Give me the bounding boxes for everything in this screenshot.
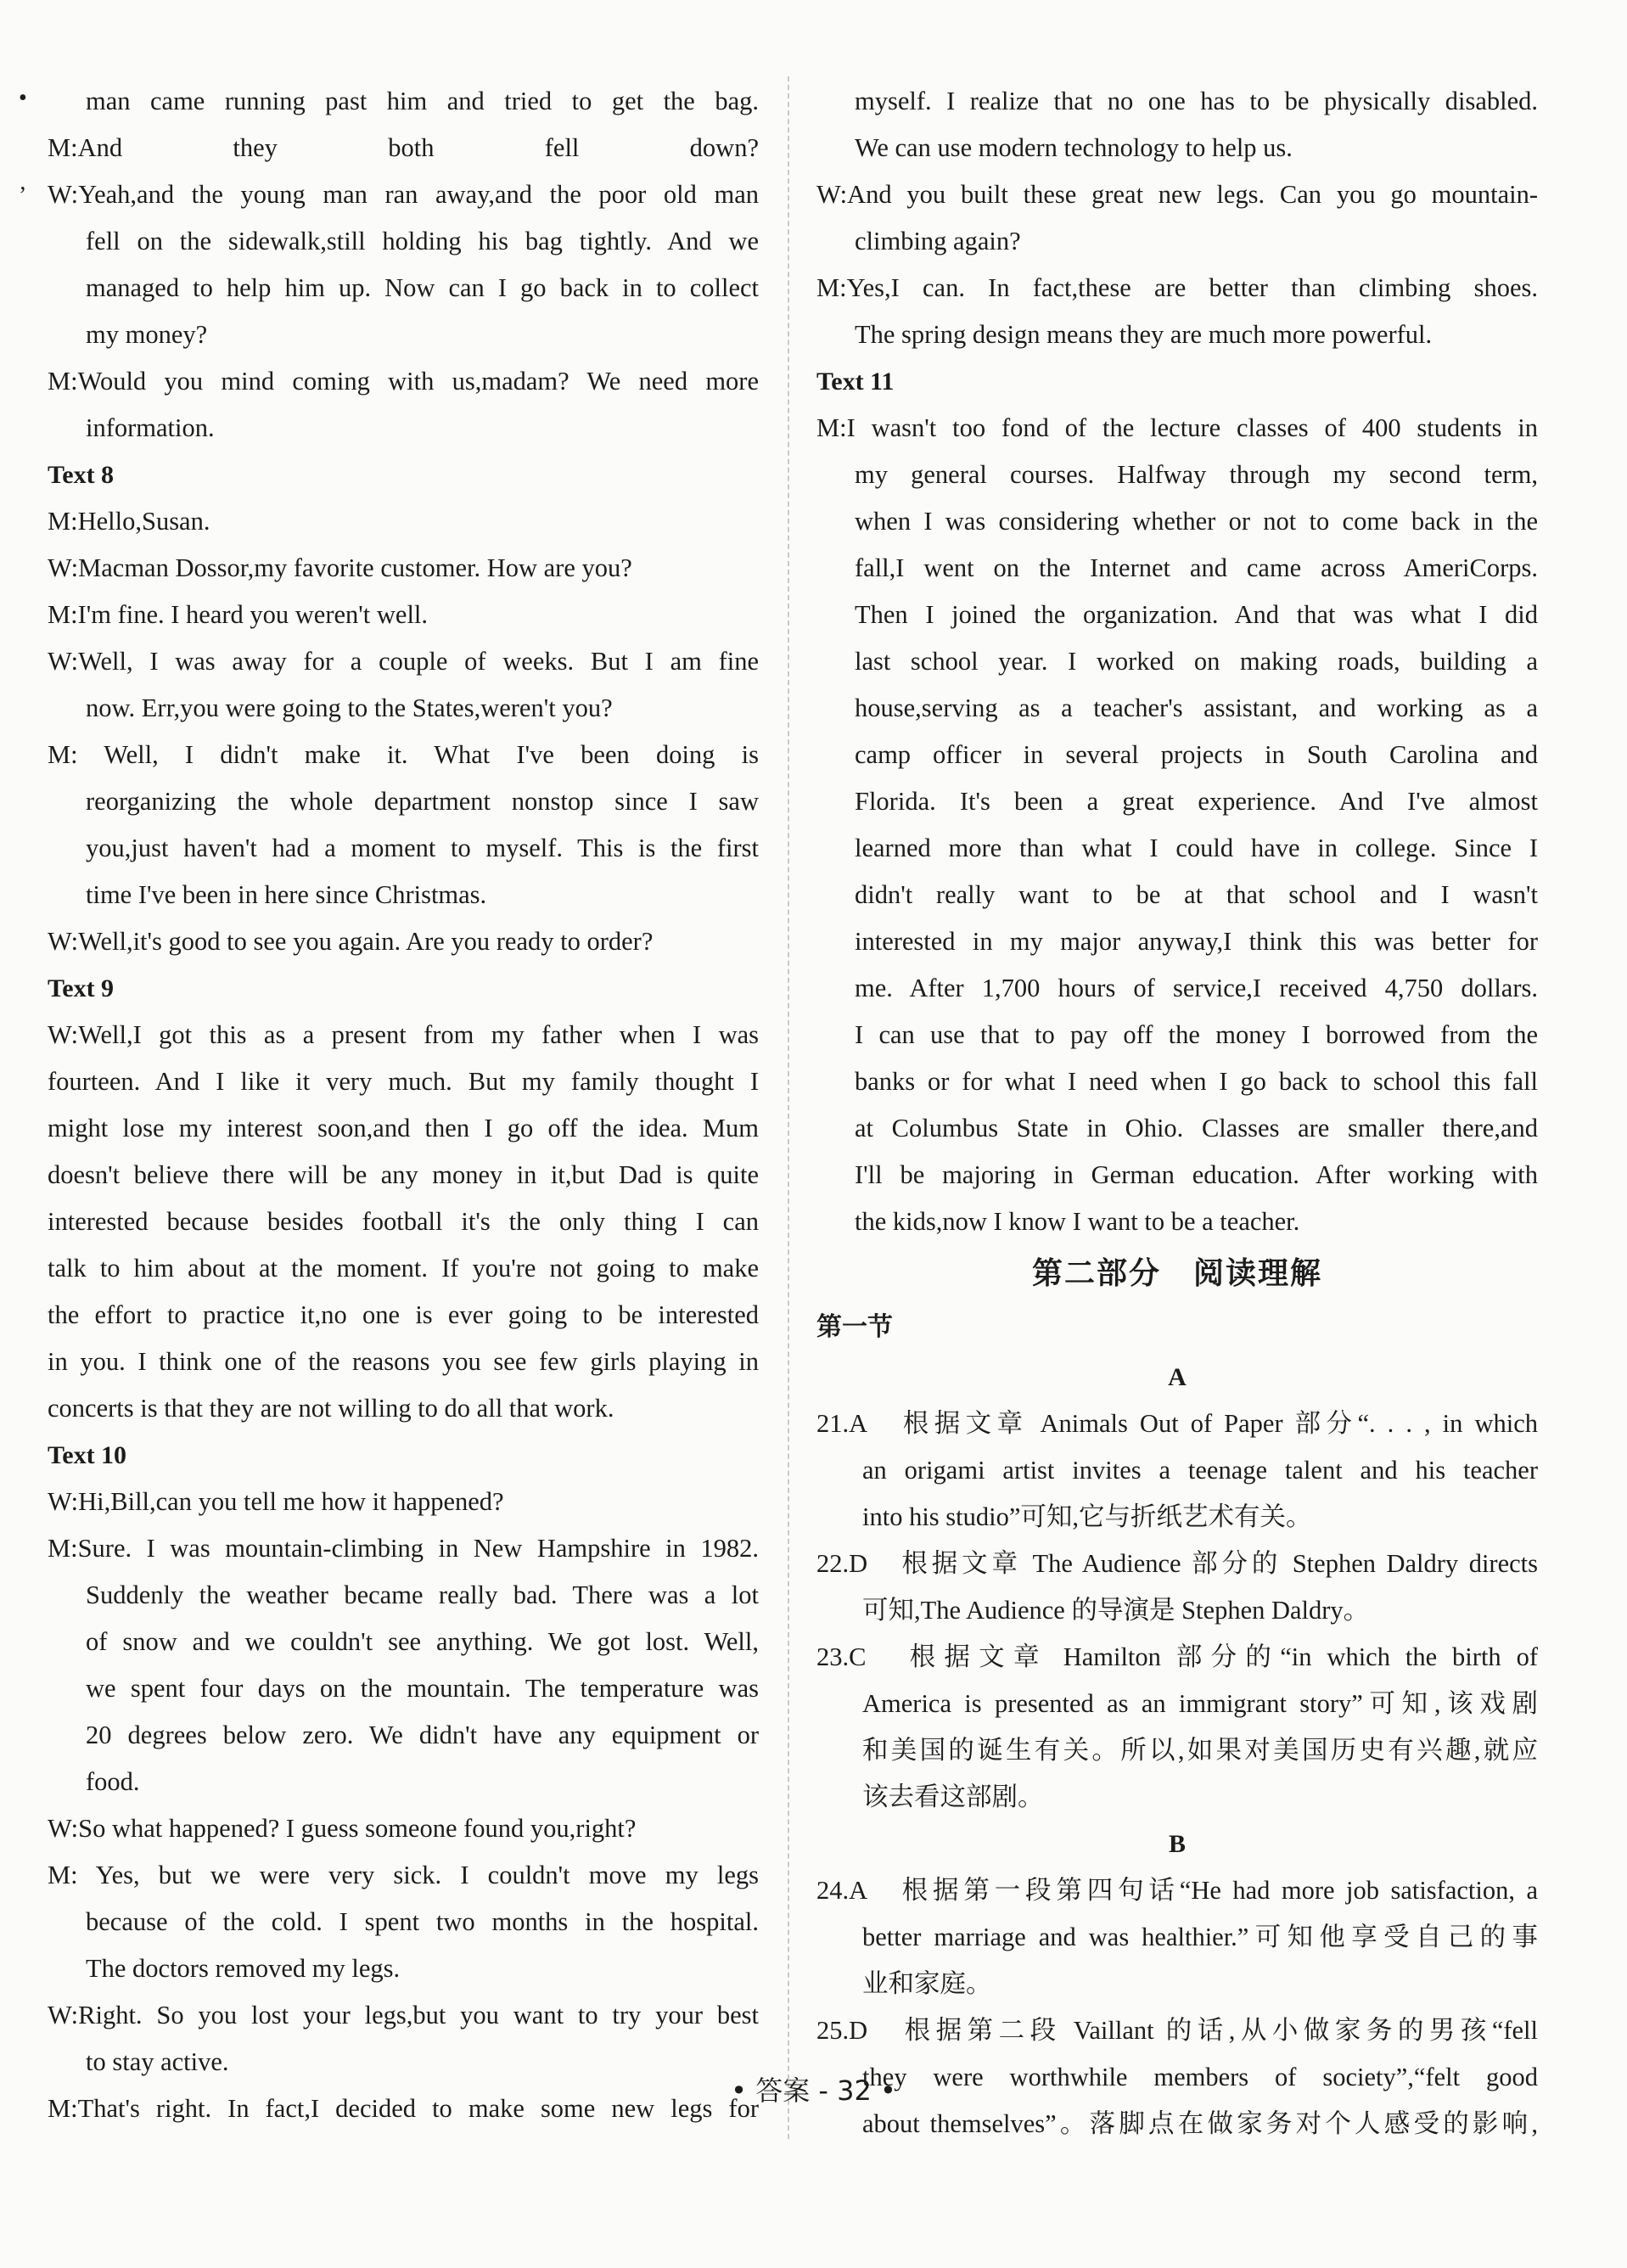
dialogue-line: man came running past him and tried to get the bag. bbox=[86, 87, 759, 115]
dialogue-line: when I was considering whether or not to come back in the bbox=[855, 507, 1538, 536]
dialogue-line: information. bbox=[86, 413, 215, 442]
dialogue-line: M:Yes,I can. In fact,these are better than climbing shoes. bbox=[816, 273, 1538, 302]
dialogue-line: myself. I realize that no one has to be physically disabled. bbox=[855, 87, 1538, 115]
dialogue-line: time I've been in here since Christmas. bbox=[86, 880, 487, 909]
dialogue-line: of snow and we couldn't see anything. We got lost. Well, bbox=[86, 1627, 759, 1656]
dialogue-line: because of the cold. I spent two months in the hospital. bbox=[86, 1907, 759, 1936]
dialogue-line: the effort to practice it,no one is ever going to be interested bbox=[48, 1300, 759, 1329]
dialogue-line: you,just haven't had a moment to myself. This is the first bbox=[86, 834, 759, 862]
dialogue-line: W:And you built these great new legs. Can you go mountain- bbox=[816, 180, 1538, 209]
dialogue-line: M:I'm fine. I heard you weren't well. bbox=[48, 600, 429, 629]
answer-line: 该去看这部剧。 bbox=[862, 1782, 1044, 1811]
dialogue-line: The spring design means they are much more powerful. bbox=[855, 320, 1433, 349]
passage-letter: A bbox=[1168, 1363, 1187, 1391]
answer-line: 21.A 根据文章 Animals Out of Paper 部分“. . . , in which bbox=[816, 1409, 1538, 1438]
dialogue-line: at Columbus State in Ohio. Classes are smaller there,and bbox=[855, 1114, 1538, 1142]
dialogue-line: interested because besides football it's the only thing I can bbox=[48, 1207, 759, 1236]
dialogue-line: fourteen. And I like it very much. But my family thought I bbox=[48, 1067, 759, 1096]
answer-line: an origami artist invites a teenage talent and his teacher bbox=[862, 1456, 1538, 1485]
answer-line: 和美国的诞生有关。所以,如果对美国历史有兴趣,就应 bbox=[862, 1736, 1538, 1765]
answer-line: 24.A 根据第一段第四句话“He had more job satisfaction, a bbox=[816, 1876, 1538, 1905]
dialogue-line: house,serving as a teacher's assistant, and working as a bbox=[855, 693, 1538, 722]
dialogue-line: M:And they both fell down? bbox=[48, 133, 759, 162]
dialogue-line: M:Sure. I was mountain-climbing in New Hampshire in 1982. bbox=[48, 1534, 759, 1563]
dialogue-line: interested in my major anyway,I think this was better for bbox=[855, 927, 1538, 956]
dialogue-line: The doctors removed my legs. bbox=[86, 1954, 401, 1983]
dialogue-line: climbing again? bbox=[855, 227, 1021, 255]
section-title: 第二部分 阅读理解 bbox=[1031, 1256, 1322, 1291]
answer-line: 23.C 根据文章 Hamilton 部分的“in which the birth of bbox=[816, 1642, 1538, 1671]
dialogue-line: me. After 1,700 hours of service,I received 4,750 dollars. bbox=[855, 974, 1538, 1002]
dialogue-line: the kids,now I know I want to be a teacher. bbox=[855, 1207, 1300, 1236]
right-column bbox=[816, 78, 1538, 2147]
dialogue-line: in you. I think one of the reasons you see few girls playing in bbox=[48, 1347, 759, 1376]
dialogue-line: W:So what happened? I guess someone found you,right? bbox=[48, 1814, 637, 1843]
answer-line: they were worthwhile members of society”,“felt good bbox=[862, 2063, 1538, 2091]
answer-line: better marriage and was healthier.”可知他享受自己的事 bbox=[862, 1923, 1538, 1951]
dialogue-line: camp officer in several projects in South Carolina and bbox=[855, 740, 1538, 769]
dialogue-line: M: Well, I didn't make it. What I've been doing is bbox=[48, 740, 759, 769]
dialogue-line: now. Err,you were going to the States,weren't you? bbox=[86, 693, 613, 722]
margin-tick-mark: ʼ bbox=[19, 182, 27, 209]
dialogue-line: managed to help him up. Now can I go back in to collect bbox=[86, 273, 759, 302]
answer-line: 22.D 根据文章 The Audience 部分的 Stephen Daldry directs bbox=[816, 1549, 1538, 1578]
dialogue-line: talk to him about at the moment. If you're not going to make bbox=[48, 1254, 759, 1283]
dialogue-line: W:Hi,Bill,can you tell me how it happened? bbox=[48, 1487, 504, 1516]
dialogue-line: I'll be majoring in German education. After working with bbox=[855, 1160, 1538, 1189]
dialogue-line: my money? bbox=[86, 320, 208, 349]
answer-line: 20 degrees below zero. We didn't have any equipment or bbox=[86, 1721, 759, 1749]
dialogue-line: M:Hello,Susan. bbox=[48, 507, 210, 536]
dialogue-line: W:Right. So you lost your legs,but you want to try your best bbox=[48, 2001, 759, 2029]
dialogue-line: doesn't believe there will be any money in it,but Dad is quite bbox=[48, 1160, 759, 1189]
dialogue-line: M:Would you mind coming with us,madam? We need more bbox=[48, 367, 759, 396]
answer-line: about themselves”。落脚点在做家务对个人感受的影响, bbox=[862, 2109, 1538, 2138]
dialogue-line: food. bbox=[86, 1767, 140, 1796]
dialogue-line: Suddenly the weather became really bad. There was a lot bbox=[86, 1580, 759, 1609]
dialogue-line: fall,I went on the Internet and came across AmeriCorps. bbox=[855, 553, 1538, 582]
answer-line: into his studio”可知,它与折纸艺术有关。 bbox=[862, 1502, 1312, 1531]
dialogue-line: M: Yes, but we were very sick. I couldn't move my legs bbox=[48, 1861, 759, 1889]
text-heading: Text 10 bbox=[48, 1441, 127, 1469]
dialogue-line: W:Well, I was away for a couple of weeks. But I am fine bbox=[48, 647, 759, 676]
dialogue-line: to stay active. bbox=[86, 2047, 229, 2076]
text-heading: Text 11 bbox=[816, 368, 895, 396]
answer-line: 可知,The Audience 的导演是 Stephen Daldry。 bbox=[862, 1596, 1370, 1625]
dialogue-line: We can use modern technology to help us. bbox=[855, 133, 1293, 162]
dialogue-line: we spent four days on the mountain. The temperature was bbox=[86, 1674, 759, 1703]
dialogue-line: my general courses. Halfway through my second term, bbox=[855, 460, 1538, 489]
column-divider bbox=[788, 76, 789, 2139]
text-heading: Text 9 bbox=[48, 974, 115, 1002]
dialogue-line: M:That's right. In fact,I decided to make some new legs for bbox=[48, 2094, 759, 2123]
dialogue-line: W:Well,it's good to see you again. Are you ready to order? bbox=[48, 927, 654, 956]
passage-letter: B bbox=[1168, 1830, 1186, 1858]
dialogue-line: Florida. It's been a great experience. And I've almost bbox=[855, 787, 1538, 816]
left-column bbox=[48, 78, 759, 2132]
answer-line: 25.D 根据第二段 Vaillant 的话,从小做家务的男孩“fell bbox=[816, 2016, 1538, 2045]
dialogue-line: learned more than what I could have in college. Since I bbox=[855, 834, 1538, 862]
answer-line: America is presented as an immigrant story”可知,该戏剧 bbox=[862, 1689, 1538, 1718]
page-footer: • 答案 - 32 • bbox=[731, 2074, 896, 2107]
dialogue-line: didn't really want to be at that school and I wasn't bbox=[855, 880, 1538, 909]
text-heading: Text 8 bbox=[48, 461, 115, 489]
dialogue-line: might lose my interest soon,and then I go off the idea. Mum bbox=[48, 1114, 759, 1142]
subsection-title: 第一节 bbox=[816, 1312, 893, 1342]
dialogue-line: reorganizing the whole department nonstop since I saw bbox=[86, 787, 759, 816]
dialogue-line: W:Well,I got this as a present from my father when I was bbox=[48, 1020, 759, 1049]
answer-line: 业和家庭。 bbox=[862, 1969, 992, 1998]
dialogue-line: W:Yeah,and the young man ran away,and the poor old man bbox=[48, 180, 759, 209]
dialogue-line: fell on the sidewalk,still holding his bag tightly. And we bbox=[86, 227, 759, 255]
dialogue-line: concerts is that they are not willing to do all that work. bbox=[48, 1394, 614, 1423]
dialogue-line: W:Macman Dossor,my favorite customer. How are you? bbox=[48, 553, 632, 582]
margin-dot-mark: • bbox=[19, 85, 27, 111]
dialogue-line: last school year. I worked on making roads, building a bbox=[855, 647, 1538, 676]
dialogue-line: Then I joined the organization. And that was what I did bbox=[855, 600, 1538, 629]
dialogue-line: I can use that to pay off the money I borrowed from the bbox=[855, 1020, 1538, 1049]
dialogue-line: M:I wasn't too fond of the lecture classes of 400 students in bbox=[816, 413, 1538, 442]
dialogue-line: banks or for what I need when I go back to school this fall bbox=[855, 1067, 1538, 1096]
